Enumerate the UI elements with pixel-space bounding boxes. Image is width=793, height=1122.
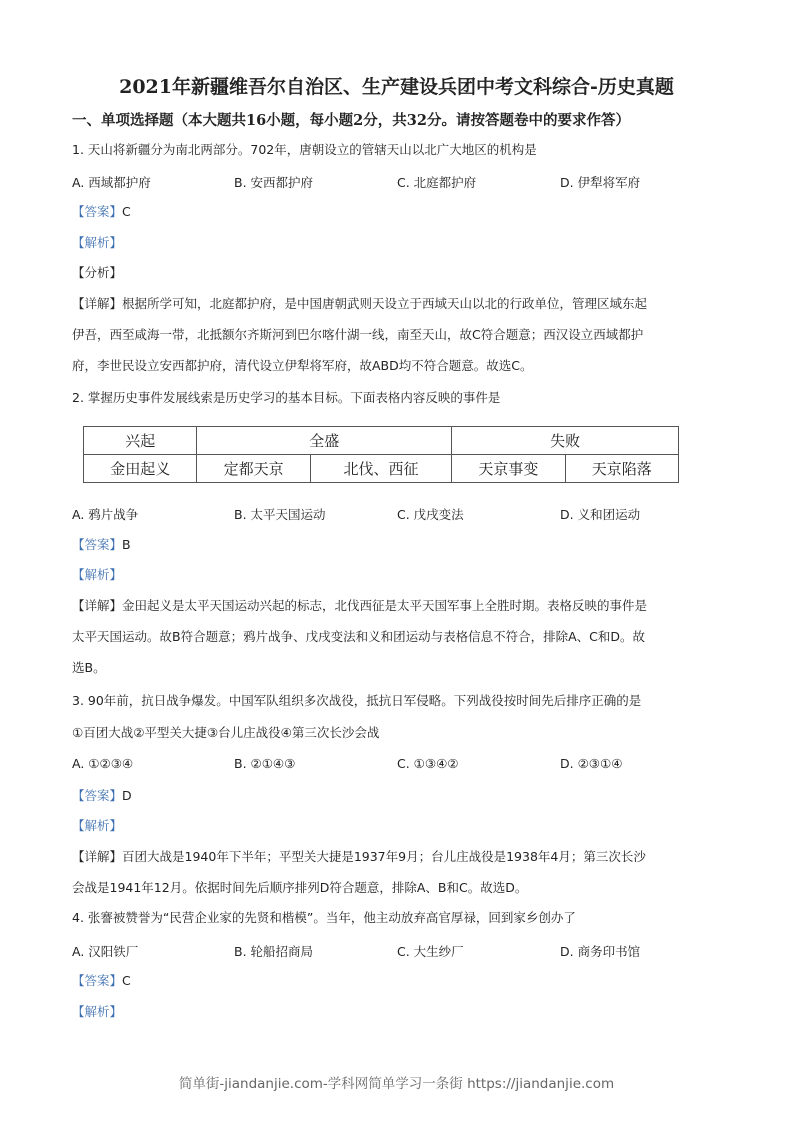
table-cell: 定都天京 (197, 455, 310, 483)
footer-watermark: 简单街-jiandanjie.com-学科网简单学习一条街 https://jiandanjie.com (178, 1076, 615, 1092)
q2-detail-1: 【详解】金田起义是太平天国运动兴起的标志，北伐西征是太平天国军事上全胜时期。表格反映的事件是 (72, 598, 648, 613)
section-heading: 一、单项选择题（本大题共16小题，每小题2分，共32分。请按答题卷中的要求作答） (72, 112, 630, 129)
page-title: 2021年新疆维吾尔自治区、生产建设兵团中考文科综合-历史真题 (119, 76, 674, 98)
q4-answer: 【答案】C (72, 973, 131, 988)
q4-analysis-label: 【解析】 (72, 1004, 123, 1019)
q3-option-d: D. ②③①④ (560, 756, 623, 771)
q1-option-a: A. 西域都护府 (72, 175, 151, 190)
q4-stem: 4. 张謇被赞誉为“民营企业家的先贤和楷模”。当年，他主动放弃高官厚禄，回到家乡创办了 (72, 910, 576, 925)
q1-analysis-label: 【解析】 (72, 235, 123, 250)
q4-option-d: D. 商务印书馆 (560, 944, 641, 959)
table-cell: 天京事变 (452, 455, 565, 483)
q2-option-c: C. 戊戌变法 (397, 507, 464, 522)
q2-stem: 2. 掌握历史事件发展线索是历史学习的基本目标。下面表格内容反映的事件是 (72, 390, 501, 405)
q3-option-a: A. ①②③④ (72, 756, 134, 771)
q2-analysis-label: 【解析】 (72, 567, 123, 582)
q2-answer: 【答案】B (72, 537, 131, 552)
q3-detail-2: 会战是1941年12月。依据时间先后顺序排列D符合题意，排除A、B和C。故选D。 (72, 880, 528, 895)
q3-option-b: B. ②①④③ (234, 756, 296, 771)
q1-option-d: D. 伊犁将军府 (560, 175, 641, 190)
q1-detail-3: 府，李世民设立安西都护府，清代设立伊犁将军府，故ABD均不符合题意。故选C。 (72, 358, 533, 373)
q4-option-c: C. 大生纱厂 (397, 944, 464, 959)
q1-option-c: C. 北庭都护府 (397, 175, 477, 190)
q4-option-a: A. 汉阳铁厂 (72, 944, 139, 959)
table-header: 失败 (452, 427, 679, 455)
q1-stem: 1. 天山将新疆分为南北两部分。702年，唐朝设立的管辖天山以北广大地区的机构是 (72, 142, 537, 157)
q3-analysis-label: 【解析】 (72, 818, 123, 833)
table-cell: 金田起义 (84, 455, 197, 483)
q3-stem: 3. 90年前，抗日战争爆发。中国军队组织多次战役，抵抗日军侵略。下列战役按时间先后排序正确的是 (72, 693, 642, 708)
q4-option-b: B. 轮船招商局 (234, 944, 314, 959)
q2-option-b: B. 太平天国运动 (234, 507, 326, 522)
q3-answer: 【答案】D (72, 788, 132, 803)
table-cell: 北伐、西征 (310, 455, 451, 483)
table-header: 全盛 (197, 427, 452, 455)
q1-option-b: B. 安西都护府 (234, 175, 314, 190)
table-header: 兴起 (84, 427, 197, 455)
q1-fenxi-label: 【分析】 (72, 265, 123, 280)
q1-detail-1: 【详解】根据所学可知，北庭都护府，是中国唐朝武则天设立于西域天山以北的行政单位，管理区域东起 (72, 296, 648, 311)
q2-detail-3: 选B。 (72, 660, 106, 675)
q3-stem-items: ①百团大战②平型关大捷③台儿庄战役④第三次长沙会战 (72, 725, 380, 740)
q2-option-a: A. 鸦片战争 (72, 507, 139, 522)
q1-answer: 【答案】C (72, 204, 131, 219)
q2-table (83, 426, 679, 483)
q3-detail-1: 【详解】百团大战是1940年下半年；平型关大捷是1937年9月；台儿庄战役是1938年4月；第三次长沙 (72, 849, 646, 864)
q1-detail-2: 伊吾，西至咸海一带，北抵额尔齐斯河到巴尔喀什湖一线，南至天山，故C符合题意；西汉设立西域都护 (72, 327, 644, 342)
table-cell: 天京陷落 (565, 455, 678, 483)
q3-option-c: C. ①③④② (397, 756, 459, 771)
q2-detail-2: 太平天国运动。故B符合题意；鸦片战争、戊戌变法和义和团运动与表格信息不符合，排除A、C和D。故 (72, 629, 645, 644)
q2-option-d: D. 义和团运动 (560, 507, 641, 522)
